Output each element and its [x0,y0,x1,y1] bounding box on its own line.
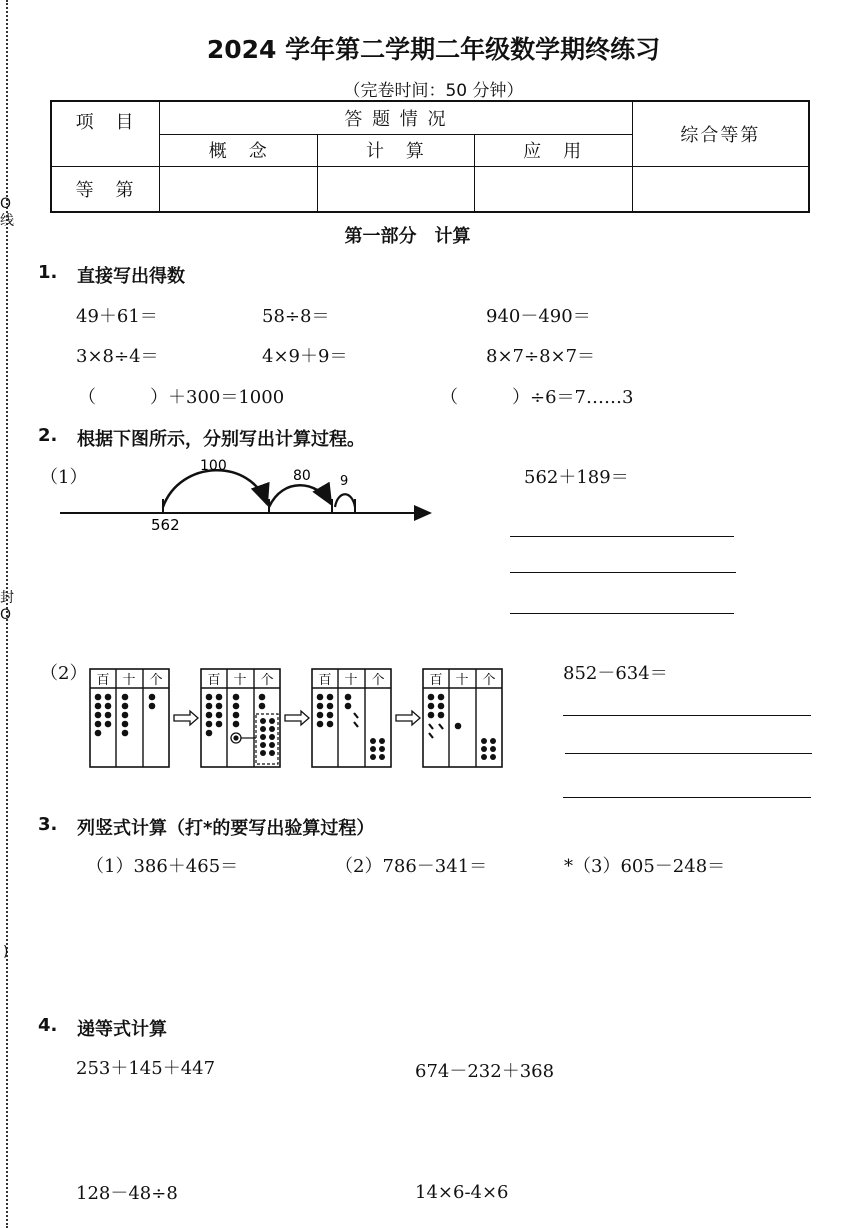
jump-label-80: 80 [293,468,311,484]
q1-item: 58÷8＝ [262,306,330,327]
q3-item: （2）786－341＝ [335,856,488,877]
q3-item: *（3）605－248＝ [564,856,726,877]
svg-text:百: 百 [318,673,332,688]
q4-number: 4. [38,1015,58,1036]
answer-line[interactable] [510,536,734,537]
q4-item: 14×6-4×6 [415,1182,509,1203]
q1-item: 940－490＝ [486,306,591,327]
overall-grade-cell[interactable] [632,166,809,212]
q2-part1-expression: 562＋189＝ [524,467,629,488]
margin-mark: ) [3,944,9,960]
answer-line[interactable] [510,572,736,573]
arrow-icon [285,711,309,725]
arrow-icon [174,711,198,725]
jump-arc-100 [163,470,267,507]
hundreds-header: 百 [96,673,110,688]
jump-label-9: 9 [340,474,349,489]
q4-item: 128－48÷8 [76,1183,178,1204]
place-value-chart-4 [423,669,502,767]
q1-title: 直接写出得数 [77,266,185,287]
q1-item: 8×7÷8×7＝ [486,346,596,367]
arrow-icon [396,711,420,725]
grading-table [50,100,810,213]
q2-title: 根据下图所示，分别写出计算过程。 [77,429,365,450]
q4-item: 253＋145＋447 [76,1058,216,1079]
ones-header: 个 [149,673,163,688]
answer-line[interactable] [563,797,811,798]
svg-text:十: 十 [455,673,469,688]
margin-label-seal: 封O [0,590,14,623]
application-grade-cell[interactable] [474,166,632,212]
overall-grade-header: 综合等第 [632,101,809,166]
place-value-chart-3 [312,669,391,767]
jump-label-100: 100 [200,458,227,474]
concept-grade-cell[interactable] [160,166,318,212]
q2-number: 2. [38,425,58,446]
place-value-chart-1 [90,669,169,767]
q2-part2-label: （2） [40,663,88,684]
q1-item: 4×9＋9＝ [262,346,348,367]
q3-title: 列竖式计算（打*的要写出验算过程） [77,818,375,839]
jump-arc-80 [269,485,331,507]
answer-line[interactable] [563,715,811,716]
q1-number: 1. [38,262,58,283]
tens-header: 十 [122,673,136,688]
svg-text:十: 十 [233,673,247,688]
concept-header: 概 念 [160,134,318,166]
q4-title: 递等式计算 [77,1019,167,1040]
svg-text:百: 百 [429,673,443,688]
number-line-diagram [55,452,445,534]
q3-item: （1）386＋465＝ [86,856,239,877]
svg-text:十: 十 [344,673,358,688]
calculation-header: 计 算 [318,134,474,166]
place-value-chart-2 [201,669,280,767]
q1-item: 49＋61＝ [76,306,158,327]
q1-fill-blank: （ ）÷6＝7……3 [440,387,634,408]
margin-label-line: O线 [0,196,14,229]
q1-fill-blank: （ ）＋300＝1000 [78,387,285,408]
svg-text:个: 个 [482,673,496,688]
exam-duration: （完卷时间：50 分钟） [343,81,524,101]
answer-line[interactable] [510,613,734,614]
grade-row-label: 等 第 [51,166,160,212]
svg-text:百: 百 [207,673,221,688]
calculation-grade-cell[interactable] [318,166,474,212]
svg-text:个: 个 [260,673,274,688]
q3-number: 3. [38,814,58,835]
place-value-diagram [88,666,506,770]
start-label: 562 [151,516,180,534]
answer-line[interactable] [565,753,812,754]
q2-part2-expression: 852－634＝ [563,663,668,684]
svg-text:个: 个 [371,673,385,688]
section-title: 第一部分 计算 [344,226,471,247]
q1-item: 3×8÷4＝ [76,346,159,367]
answer-status-header: 答 题 情 况 [160,101,633,134]
q2-part1-label: （1） [40,467,88,488]
jump-arc-9 [335,494,355,507]
page-title: 2024 学年第二学期二年级数学期终练习 [206,35,661,64]
q4-item: 674－232＋368 [415,1061,555,1082]
application-header: 应 用 [474,134,632,166]
item-header: 项 目 [51,101,160,166]
